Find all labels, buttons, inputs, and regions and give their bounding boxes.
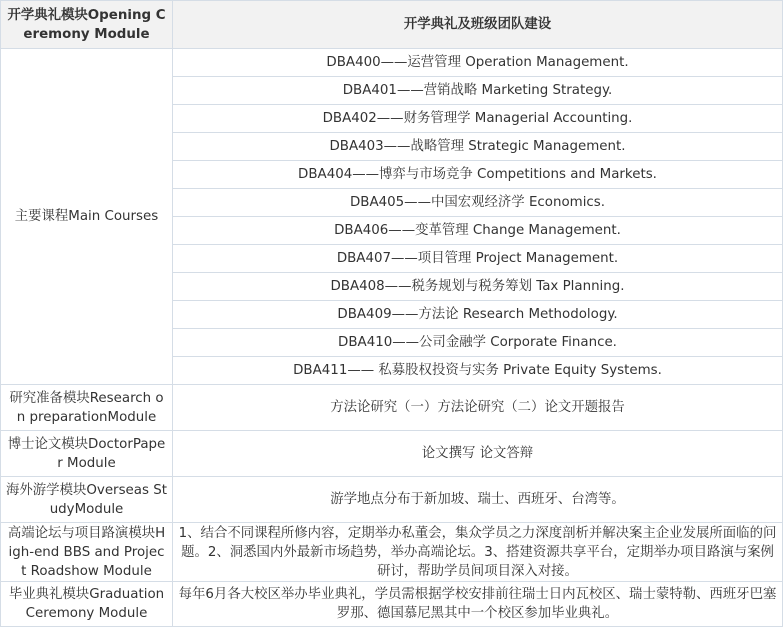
- header-module-content: 开学典礼及班级团队建设: [173, 1, 783, 49]
- table-row: [1, 523, 783, 582]
- course-cell: DBA402——财务管理学 Managerial Accounting.: [173, 105, 783, 133]
- course-cell: DBA405——中国宏观经济学 Economics.: [173, 189, 783, 217]
- module-name: 研究准备模块Research on preparationModule: [1, 385, 173, 431]
- header-module-name: 开学典礼模块Opening Ceremony Module: [1, 1, 173, 49]
- course-cell: DBA404——博弈与市场竞争 Competitions and Markets.: [173, 161, 783, 189]
- module-name: 博士论文模块DoctorPaper Module: [1, 431, 173, 477]
- course-cell: DBA409——方法论 Research Methodology.: [173, 301, 783, 329]
- module-content: 游学地点分布于新加坡、瑞士、西班牙、台湾等。: [173, 477, 783, 523]
- module-content: 1、结合不同课程所修内容，定期举办私董会，集众学员之力深度剖析并解决案主企业发展所面临的问题。2、洞悉国内外最新市场趋势，举办高端论坛。3、搭建资源共享平台，定期举办项目路演与案例研讨，帮助学员间项目深入对接。: [173, 523, 783, 582]
- module-name: 高端论坛与项目路演模块High-end BBS and Project Roadshow Module: [1, 523, 173, 582]
- course-cell: DBA403——战略管理 Strategic Management.: [173, 133, 783, 161]
- table-row: [1, 385, 783, 431]
- module-name: 毕业典礼模块Graduation Ceremony Module: [1, 582, 173, 627]
- module-content: 方法论研究（一）方法论研究（二）论文开题报告: [173, 385, 783, 431]
- main-courses-label: 主要课程Main Courses: [1, 49, 173, 385]
- course-cell: DBA408——税务规划与税务筹划 Tax Planning.: [173, 273, 783, 301]
- table-row: [1, 49, 783, 77]
- table-row: [1, 431, 783, 477]
- table-row: [1, 477, 783, 523]
- course-cell: DBA410——公司金融学 Corporate Finance.: [173, 329, 783, 357]
- course-cell: DBA407——项目管理 Project Management.: [173, 245, 783, 273]
- header-row: [1, 1, 783, 49]
- table-row: [1, 582, 783, 627]
- module-content: 论文撰写 论文答辩: [173, 431, 783, 477]
- course-cell: DBA400——运营管理 Operation Management.: [173, 49, 783, 77]
- module-name: 海外游学模块Overseas StudyModule: [1, 477, 173, 523]
- course-cell: DBA401——营销战略 Marketing Strategy.: [173, 77, 783, 105]
- course-cell: DBA411—— 私募股权投资与实务 Private Equity Systems.: [173, 357, 783, 385]
- course-cell: DBA406——变革管理 Change Management.: [173, 217, 783, 245]
- module-content: 每年6月各大校区举办毕业典礼，学员需根据学校安排前往瑞士日内瓦校区、瑞士蒙特勒、西班牙巴塞罗那、德国慕尼黑其中一个校区参加毕业典礼。: [173, 582, 783, 627]
